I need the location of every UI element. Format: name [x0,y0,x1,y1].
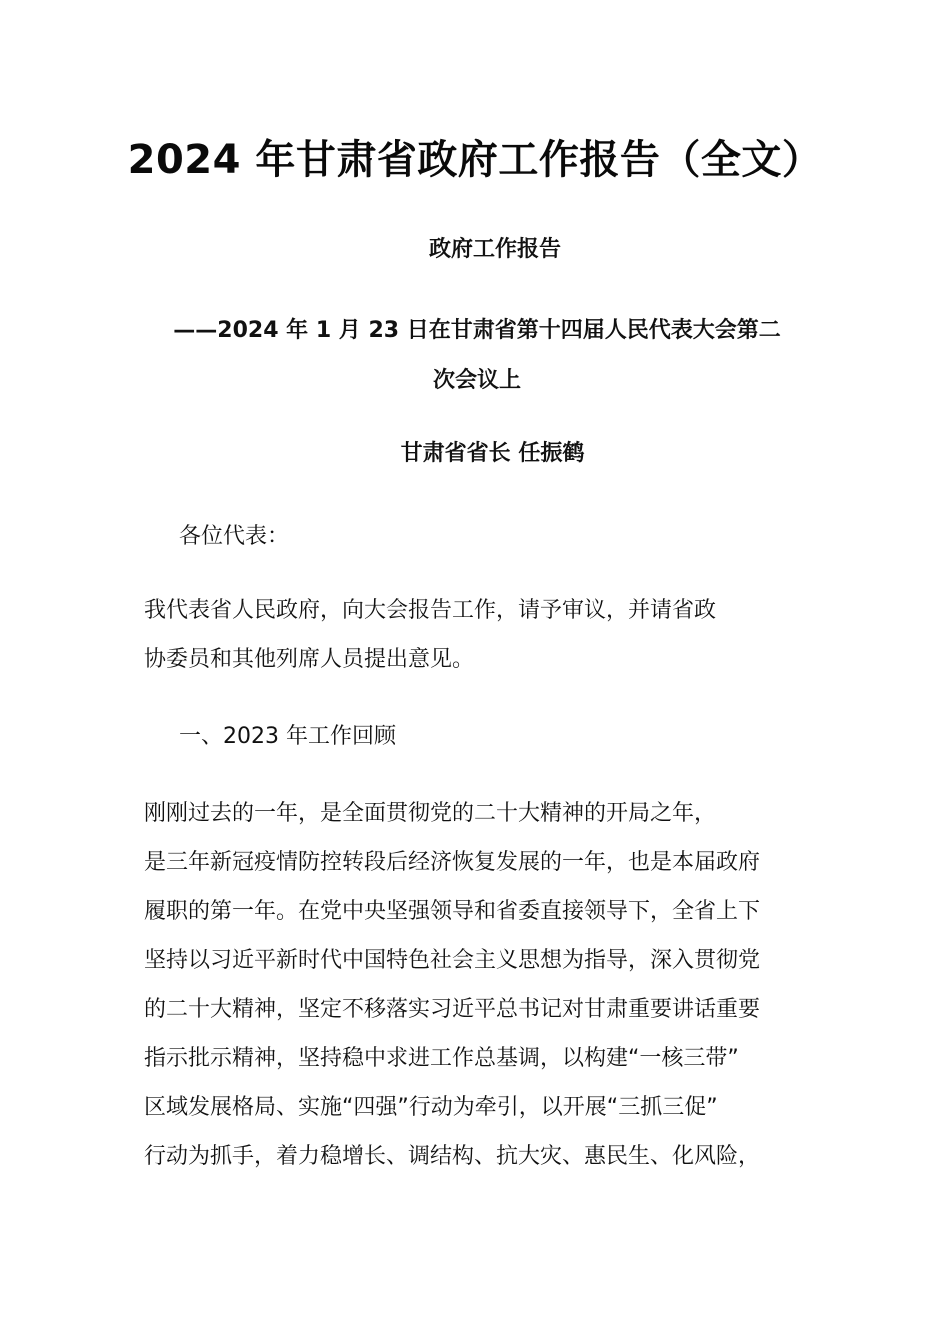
section-heading [144,712,810,761]
document-author: 甘肃省省长 任振鹤 [400,441,585,466]
section-heading-text: 一、2023 年工作回顾 [179,724,396,749]
salutation-text: 各位代表： [179,524,290,549]
document-subtitle: 政府工作报告 [428,237,561,262]
document-title: 2024 年甘肃省政府工作报告（全文） [127,137,823,183]
paragraph-intro: 我代表省人民政府，向大会报告工作，请予审议，并请省政 协委员和其他列席人员提出意见。 [144,598,717,672]
salutation [144,512,810,561]
paragraph-review: 刚刚过去的一年，是全面贯彻党的二十大精神的开局之年， 是三年新冠疫情防控转段后经济恢复发展的一年，也是本届政府 履职的第一年。在党中央坚强领导和省委直接领导下，全省上下 坚持以习近平新时代中国特色社会主义思想为指导，深入贯彻党 的二十大精神，坚定不移落实习近平总书记对甘肃重要讲话重要 指示批示精神，坚持稳中求进工作总基调，以构建“一核三带” 区域发展格局、实施“四强”行动为牵引，以开展“三抓三促” 行动为抓手，着力稳增长、调结构、抗大灾、惠民生、化风险， [144,801,761,1169]
document-dateline: ——2024 年 1 月 23 日在甘肃省第十四届人民代表大会第二 次会议上 [173,318,781,393]
